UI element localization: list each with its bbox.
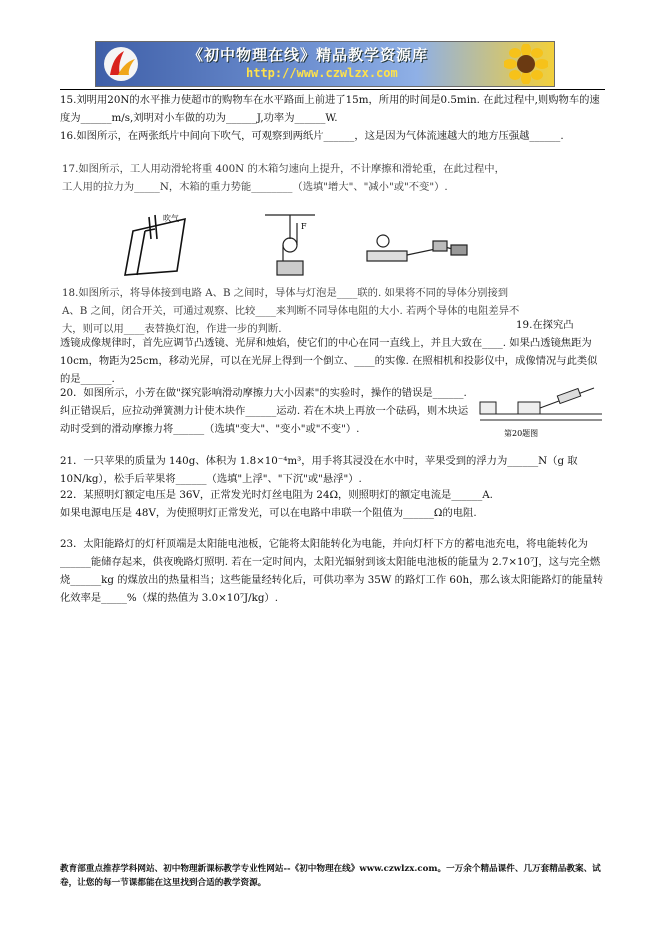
sunflower-icon — [504, 44, 548, 84]
banner-url[interactable]: http://www.czwlzx.com — [246, 66, 398, 80]
blow-label: 吹气 — [163, 214, 179, 223]
force-label: F — [301, 222, 307, 231]
question-20-figure — [478, 378, 604, 440]
fig20-caption: 第20题图 — [504, 429, 539, 438]
header-banner — [95, 41, 555, 87]
site-logo-icon — [102, 45, 140, 83]
question-23: 23．太阳能路灯的灯杆顶端是太阳能电池板，它能将太阳能转化为电能，并向灯杆下方的蓄电池充电，将电能转化为______能储存起来，供夜晚路灯照明. 若在一定时间内，太阳光辐射到该太阳能电池板的能量为 2.7×10⁷J，这与完全燃烧______kg 的煤放出的热量相当；这些能量经转化后，可供功率为 35W 的路灯工作 60h，那么该太阳能路灯的能量转化效率是_____%（煤的热值为 3.0×10⁷J/kg）. — [60, 538, 603, 604]
question-18: 18.如图所示，将导体接到电路 A、B 之间时，导体与灯泡是____联的. 如果将不同的导体分别接到 A、B 之间，闭合开关，可通过观察、比较____来判断不同导体电阻的大小. 若两个导体的电阻差异不大，则可以用____表替换灯泡，作进一步的判断. — [62, 287, 520, 335]
question-16: 16.如图所示，在两张纸片中间向下吹气，可观察到两纸片______，这是因为气体流速越大的地方压强越______. — [60, 130, 564, 142]
question-19-start: 19.在探究凸 — [516, 319, 574, 331]
header-divider — [60, 89, 605, 90]
question-21: 21．一只苹果的质量为 140g、体积为 1.8×10⁻⁴m³，用手将其浸没在水中时，苹果受到的浮力为______N（g 取10N/kg），松手后苹果将______（选填"上浮"、"下沉"或"悬浮"）. — [60, 455, 578, 485]
question-19: 透镜成像规律时，首先应调节凸透镜、光屏和烛焰，使它们的中心在同一直线上，并且大致在____. 如果凸透镜焦距为10cm，物距为25cm，移动光屏，可以在光屏上得到一个倒立、____的实像. 在照相机和投影仪中，成像情况与此类似的是______. — [60, 337, 598, 385]
page-footer: 教育部重点推荐学科网站、初中物理新课标教学专业性网站--《初中物理在线》www.czwlzx.com。一万余个精品课件、几万套精品教案、试卷，让您的每一节课都能在这里找到合适的教学资源。 — [60, 864, 601, 888]
question-15: 15.刘明用20N的水平推力使超市的购物车在水平路面上前进了15m，所用的时间是0.5min. 在此过程中,则购物车的速度为______m/s,刘明对小车做的功为______J,功率为______W. — [60, 94, 600, 124]
question-17-figures — [115, 211, 475, 279]
question-17: 17.如图所示，工人用动滑轮将重 400N 的木箱匀速向上提升，不计摩擦和滑轮重，在此过程中，工人用的拉力为_____N，木箱的重力势能________（选填"增大"、"减小"或"不变"）. — [62, 163, 505, 193]
banner-title: 《初中物理在线》精品教学资源库 — [188, 46, 429, 64]
question-20: 20．如图所示，小芳在做"探究影响滑动摩擦力大小因素"的实验时，操作的错误是______. 纠正错误后，应拉动弹簧测力计使木块作______运动. 若在木块上再放一个砝码，则木块运动时受到的滑动摩擦力将______（选填"变大"、"变小"或"不变"）. — [60, 387, 469, 435]
question-22: 22．某照明灯额定电压是 36V，正常发光时灯丝电阻为 24Ω，则照明灯的额定电流是______A. 如果电源电压是 48V，为使照明灯正常发光，可以在电路中串联一个阻值为______Ω的电阻. — [60, 489, 493, 519]
